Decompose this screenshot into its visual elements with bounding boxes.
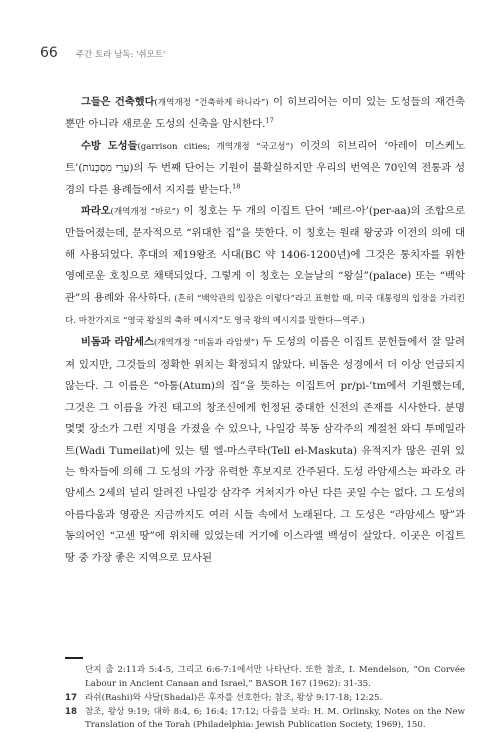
footnote-number: 18: [65, 706, 77, 717]
footnotes: [65, 692, 465, 733]
footnote-continuation: 단지 출 2:11과 5:4-5, 그리고 6:6-7:1에서만 나타난다. 또한 참조, I. Mendelson, “On Corvée Labour in Ancient Canaan and Israel,” BASOR 167 (1962): 31-35.: [85, 665, 465, 689]
page-number: 66: [40, 45, 58, 61]
footnote-ref[interactable]: 17: [265, 116, 274, 125]
running-title: 주간 토라 남독: '쉬모트': [75, 50, 166, 60]
paragraph-text: 이 칭호는 두 개의 이집트 단어 ‘페르-아’(per-aa)의 조합으로 만들어졌는데, 문자적으로 “위대한 집”을 뜻한다. 이 칭호는 원래 왕궁과 이전의 의에 대해 사용되었다. 후대의 제19왕조 시대(BC 약 1406-1200년)에 그것은 통치자를 위한 영예로운 호칭으로 채택되었다. 그렇게 이 칭호는 오늘날의 “왕실”(palace) 또는 “백악관”의 용례와 유사하다.: [65, 205, 465, 304]
term-gloss: (garrison cities; 개역개정 “국고성”): [137, 141, 294, 152]
translator-note: (흔히 “백악관의 입장은 이렇다”라고 표현할 때, 미국 대통령의 입장을 가리킨다. 마찬가지로 “영국 왕실의 축하 메시지”도 영국 왕의 메시지를 말한다—역주.): [65, 293, 465, 327]
paragraph-built: [65, 92, 465, 136]
term-gloss: (개역개정 “건축하게 하니라”): [154, 98, 269, 108]
paragraph-text: 두 도성의 이름은 이집트 문헌들에서 잘 알려져 있지만, 그것들의 정확한 위치는 확정되지 않았다. 비돔은 성경에서 더 이상 언급되지 않는다. 그 이름은 “아툼(Atum)의 집”을 뜻하는 이집트어 pr/pi-’tm에서 기원했는데, 그것은 그 이름을 가진 태고의 창조신에게 헌정된 중대한 신전의 존재를 시사한다. 분명 몇몇 장소가 그런 지명을 가졌을 수 있으나, 나일강 북동 삼각주의 계절천 와디 투메일라트(Wadi Tumeilat)에 있는 텔 엘-마스쿠타(Tell el-Maskuta) 유적지가 많은 권위 있는 학자들에 의해 그 도성의 가장 유력한 후보지로 간주된다. 도성 라암세스는 파라오 라암세스 2세의 널리 알려진 나일강 삼각주 거처지가 아닌 다른 곳일 수는 없다. 그 도성의 아름다움과 영광은 지금까지도 여러 시들 속에서 노래된다. 그 도성은 “라암세스 땅”과 동의어인 “고센 땅”에 위치해 있었는데 거기에 이스라엘 백성이 살았다. 이곳은 이집트 땅 중 가장 좋은 지역으로 묘사된: [65, 336, 465, 564]
term-gloss: (개역개정 “바로”): [110, 207, 180, 218]
paragraph-pithom-rameses: [65, 332, 465, 568]
paragraph-text: 이 히브리어는 이미 있는 도성들의 재건축뿐만 아니라 새로운 도성의 신축을 암시한다.: [65, 96, 466, 131]
page-header: [40, 45, 165, 61]
paragraph-garrison-cities: [65, 136, 465, 201]
footnote-18: [65, 706, 465, 733]
footnote-17: [65, 692, 465, 706]
term-heading: 수방 도성들: [81, 140, 138, 152]
body-text: [65, 92, 465, 569]
footnote-text: 참조, 왕상 9:19; 대하 8:4, 6; 16:4; 17:12; 다음을 보라: H. M. Orlinsky, Notes on the New Translation of the Torah (Philadelphia: Jewish Publication Society, 1969), 150.: [85, 706, 465, 730]
term-heading: 비돔과 라암세스: [81, 337, 154, 349]
footnote-number: 17: [65, 693, 77, 703]
term-gloss: (개역개정 “비돔과 라암셋”): [153, 338, 259, 349]
footnote-divider: [65, 657, 83, 659]
footnote-ref[interactable]: 18: [232, 182, 241, 191]
term-heading: 파라오: [81, 206, 111, 218]
paragraph-pharaoh: [65, 201, 465, 332]
term-heading: 그들은 건축했다: [81, 97, 155, 108]
footnote-text: 라쉬(Rashi)와 샤달(Shadal)은 후자를 선호한다; 참조, 왕상 9:17-18; 12:25.: [85, 693, 383, 703]
paragraph-text: 이것의 히브리어 ‘아레이 미스케노트’(עָרֵי מִסְכְּנוֹת)의 두 번째 단어는 기원이 불확실하지만 우리의 번역은 70인역 전통과 성경의 다른 용례들에서 지지를 받는다.: [65, 139, 465, 196]
